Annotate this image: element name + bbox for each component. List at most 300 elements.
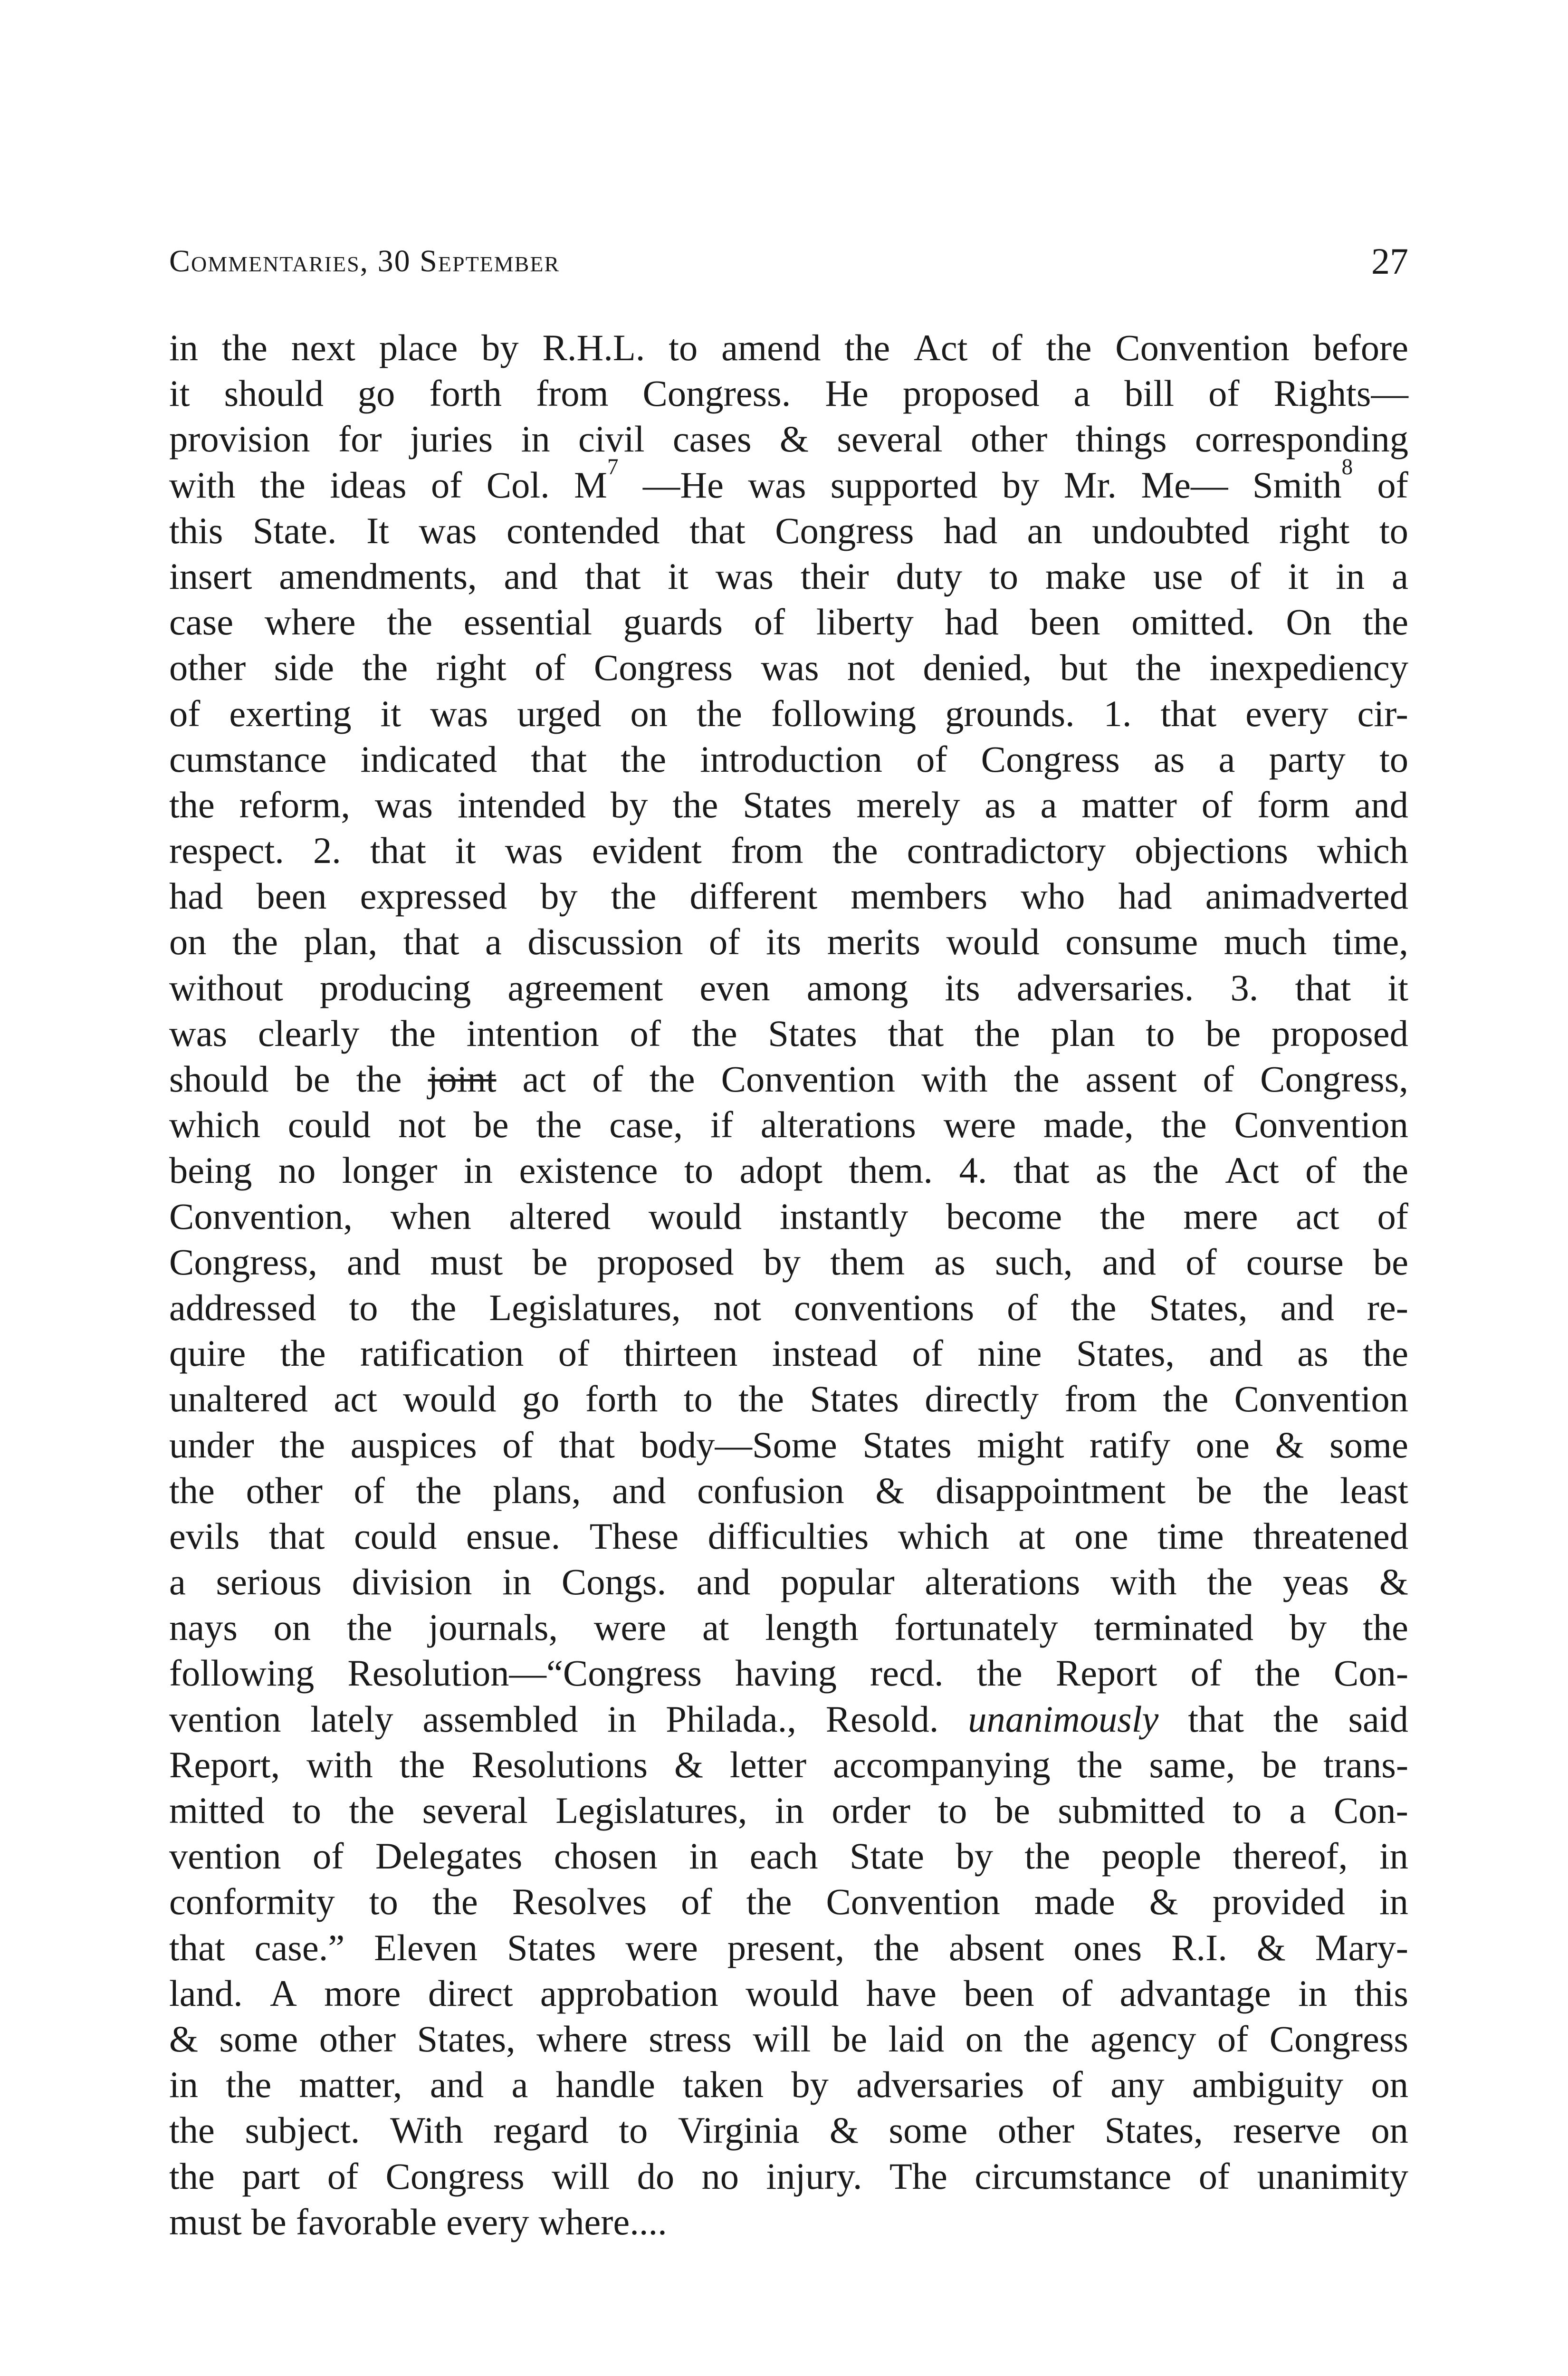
word-text: and: [504, 555, 558, 597]
word-text: amend: [721, 327, 821, 368]
word: [169, 1239, 317, 1285]
word-text: difficulties: [708, 1515, 869, 1557]
word: [1323, 1742, 1408, 1788]
word: [220, 2016, 298, 2062]
word-text: and: [430, 2064, 484, 2106]
word-text: of: [1007, 1286, 1038, 1328]
word-text: with: [306, 1744, 373, 1785]
word: [517, 691, 601, 737]
word-text: On: [1286, 601, 1332, 643]
word-text: as: [1297, 1332, 1329, 1374]
word: [966, 2016, 1003, 2062]
word: [1209, 645, 1408, 690]
word-text: Congress: [775, 509, 914, 551]
word: [1231, 965, 1259, 1011]
word: [594, 645, 733, 690]
word-text: of: [1217, 2018, 1249, 2060]
word-text: to: [349, 1286, 378, 1328]
word-text: on: [630, 692, 668, 734]
word-text: and: [1209, 1332, 1263, 1374]
word: [366, 508, 389, 554]
word: [856, 2062, 1024, 2108]
word: [998, 2108, 1074, 2153]
word: [666, 1696, 796, 1742]
word: [750, 1833, 818, 1879]
page-number: 27: [1371, 240, 1408, 282]
word-text: to: [1146, 1012, 1175, 1054]
word-text: some: [1329, 1424, 1408, 1466]
word-text: Mr.: [1063, 464, 1117, 506]
word: [1052, 2062, 1083, 2108]
word: [320, 965, 471, 1011]
word-text: the: [432, 1881, 478, 1923]
word-text: —He: [642, 464, 724, 506]
word: [631, 691, 668, 737]
word-text: fortunately: [894, 1607, 1058, 1648]
word: [1255, 1650, 1300, 1696]
word-text: be: [251, 2201, 287, 2242]
word: [493, 1468, 581, 1514]
word-text: ambiguity: [1192, 2064, 1344, 2106]
word: [857, 782, 960, 828]
word-text: juries: [410, 418, 493, 460]
word: [921, 1056, 988, 1102]
word-text: assembled: [422, 1698, 578, 1740]
text-line: [169, 737, 1408, 782]
word: [527, 919, 683, 965]
word: [1317, 828, 1408, 873]
word: [522, 1376, 560, 1422]
word-text: this: [1354, 1972, 1408, 2014]
text-line: [169, 691, 1408, 737]
word: [1064, 1376, 1137, 1422]
word: [398, 1102, 446, 1148]
word-text: to: [1233, 1790, 1262, 1831]
word: [274, 1605, 311, 1650]
word-text: thirteen: [623, 1332, 738, 1374]
word-text: Congress.: [642, 373, 791, 414]
word: [360, 737, 497, 782]
word: [1263, 1468, 1309, 1514]
word: [270, 1971, 297, 2016]
word-text: Resolutions: [471, 1744, 648, 1785]
word-text: a: [485, 921, 502, 963]
word-text: adversaries.: [1016, 967, 1194, 1008]
word: [1002, 462, 1040, 508]
word-text: longer: [342, 1150, 438, 1191]
word: [1233, 2108, 1341, 2153]
word: [866, 1971, 937, 2016]
word: [169, 1102, 260, 1148]
word-text: people: [1101, 1835, 1202, 1877]
word: [681, 1879, 712, 1925]
word-text: the: [672, 784, 718, 825]
word: [837, 416, 942, 462]
word-text: the: [974, 1012, 1020, 1054]
word-text: of: [1377, 464, 1408, 506]
word: [1064, 462, 1117, 508]
word: [1348, 1696, 1408, 1742]
word: [1379, 1879, 1408, 1925]
word-text: amendments,: [279, 555, 477, 597]
word: [1058, 1788, 1205, 1833]
word: [765, 1605, 858, 1650]
word: [169, 1559, 186, 1605]
word: [844, 325, 890, 371]
word-text: corresponding: [1195, 418, 1408, 460]
word: [169, 2154, 215, 2199]
word: [428, 1971, 513, 2016]
word-text: of: [681, 1881, 712, 1923]
word: [995, 1239, 1073, 1285]
word: [772, 1331, 878, 1376]
word: [740, 1148, 822, 1193]
word: [430, 1239, 503, 1285]
word: [334, 1376, 377, 1422]
word-text: that: [1188, 1698, 1244, 1740]
word: [971, 416, 1047, 462]
word-text: evident: [592, 830, 702, 872]
word: [649, 2016, 731, 2062]
word: [709, 919, 740, 965]
word: [612, 1468, 666, 1514]
word: [674, 1742, 703, 1788]
word: [400, 1742, 445, 1788]
word-text: under: [169, 1424, 254, 1466]
word: [1392, 554, 1408, 599]
word-text: of: [1061, 1972, 1093, 2014]
word: [775, 508, 914, 554]
word: [1209, 1331, 1262, 1376]
word: [169, 599, 233, 645]
word: [1017, 965, 1194, 1011]
word-text: been: [1030, 601, 1100, 643]
word-text: letter: [729, 1744, 807, 1785]
word-text: and: [347, 1241, 401, 1283]
word: [889, 2108, 968, 2153]
word-text: unaltered: [169, 1378, 308, 1420]
word: [535, 645, 565, 690]
text-line: [169, 1559, 1408, 1605]
word: [299, 2062, 402, 2108]
word: [850, 1833, 924, 1879]
word-text: States,: [1149, 1286, 1248, 1328]
word-text: of: [1186, 1241, 1217, 1283]
word-text: the: [221, 327, 268, 368]
word: [390, 2108, 463, 2153]
word: [1203, 1056, 1234, 1102]
word: [464, 1148, 493, 1193]
word-text: contradictory: [907, 830, 1106, 872]
word: [493, 2108, 588, 2153]
word: [169, 1468, 215, 1514]
word: [169, 1879, 335, 1925]
word: [391, 1194, 471, 1239]
word: [538, 2199, 667, 2245]
word: [446, 2199, 529, 2245]
word-text: States: [810, 1378, 899, 1420]
word-text: one: [1195, 1424, 1250, 1466]
word: [896, 554, 963, 599]
word: [255, 1925, 345, 1971]
word-text: in: [1379, 1835, 1408, 1877]
word: [169, 325, 198, 371]
word: [1120, 1971, 1271, 2016]
word-text: in: [774, 1790, 804, 1831]
word-text: of: [354, 1469, 385, 1511]
word: [1161, 1102, 1207, 1148]
word: [1363, 599, 1408, 645]
word-text: the: [349, 1790, 395, 1831]
word: [1104, 691, 1132, 737]
text-line: [169, 1331, 1408, 1376]
word: [630, 1011, 661, 1056]
word-text: the: [387, 601, 433, 643]
word-text: the: [536, 1104, 582, 1146]
word: [1192, 2062, 1343, 2108]
word: [1171, 1925, 1227, 1971]
word: [1115, 325, 1289, 371]
word: [338, 416, 382, 462]
word: [487, 462, 550, 508]
word: [279, 1422, 325, 1468]
word: [169, 645, 246, 690]
word-text: Report,: [169, 1744, 280, 1785]
word-text: the: [1207, 1561, 1253, 1603]
word-text: ratification: [360, 1332, 524, 1374]
word: [1045, 554, 1126, 599]
word-text: on: [273, 1607, 311, 1648]
word-text: 1.: [1103, 692, 1132, 734]
word-text: the: [844, 327, 890, 368]
word-text: assent: [1085, 1058, 1177, 1100]
word-text: on: [965, 2018, 1003, 2060]
word-text: Delegates: [375, 1835, 523, 1877]
word-text: members: [851, 875, 988, 917]
word-text: the: [649, 1058, 695, 1100]
word: [766, 919, 801, 965]
word: [702, 1605, 729, 1650]
word: [1233, 1788, 1262, 1833]
word: [754, 599, 785, 645]
word: [313, 1833, 344, 1879]
word: [684, 1376, 713, 1422]
word: [1086, 1056, 1177, 1102]
word: [239, 782, 350, 828]
word: [975, 2154, 1171, 2199]
word: [552, 2154, 610, 2199]
text-line: [169, 2199, 1408, 2245]
word: [748, 462, 806, 508]
text-line: [169, 554, 1408, 599]
word: [1154, 737, 1185, 782]
word: [265, 599, 356, 645]
word: [1233, 1833, 1348, 1879]
word-text: the: [874, 1926, 919, 1968]
word-text: this: [169, 509, 223, 551]
word-text: circumstance: [975, 2155, 1172, 2197]
word: [1379, 1559, 1408, 1605]
word: [851, 873, 987, 919]
word: [507, 1925, 596, 1971]
word: [1355, 782, 1408, 828]
word-text: R.H.L.: [542, 327, 645, 368]
word: [1379, 737, 1408, 782]
word: [914, 325, 967, 371]
word-text: of: [1198, 2155, 1230, 2197]
word-text: of: [430, 464, 462, 506]
word: [1305, 1148, 1336, 1193]
word-text: mere: [1183, 1195, 1258, 1237]
word-text: joint: [428, 1058, 497, 1100]
word-text: act: [1296, 1195, 1339, 1237]
word: [597, 1239, 734, 1285]
word: [521, 416, 550, 462]
word-text: journals,: [428, 1607, 558, 1648]
word-text: other: [246, 1469, 323, 1511]
word: [1149, 1742, 1235, 1788]
word-text: must: [430, 1241, 503, 1283]
word: [731, 828, 803, 873]
word: [466, 1514, 560, 1559]
word-text: without: [169, 967, 283, 1008]
word-text: when: [390, 1195, 471, 1237]
word: [169, 1833, 281, 1879]
word-text: intended: [457, 784, 586, 825]
word: [1213, 1879, 1345, 1925]
word-text: proposed: [597, 1241, 734, 1283]
word: [684, 1148, 713, 1193]
word: [1149, 1879, 1178, 1925]
word-text: which: [1317, 830, 1408, 872]
word-text: case,: [609, 1104, 683, 1146]
word: [753, 2016, 811, 2062]
word: [304, 919, 377, 965]
word-text: as: [985, 784, 1016, 825]
word-text: not: [847, 647, 895, 689]
word-text: a: [1040, 784, 1057, 825]
word-text: in: [502, 1561, 532, 1603]
word: [768, 1011, 857, 1056]
word: [832, 828, 878, 873]
word-text: States: [507, 1926, 596, 1968]
italic-word: [968, 1696, 1158, 1742]
word-text: been: [256, 875, 327, 917]
text-line: [169, 645, 1408, 690]
word: [436, 645, 507, 690]
word: [1355, 1971, 1408, 2016]
word-text: was: [715, 555, 774, 597]
word: [1046, 325, 1092, 371]
word-text: Congress: [1269, 2018, 1408, 2060]
word: [543, 325, 645, 371]
word-text: nays: [169, 1607, 238, 1648]
word-text: proposed: [902, 373, 1040, 414]
word-text: be: [1373, 1241, 1408, 1283]
word-text: &: [1379, 1561, 1408, 1603]
word: [830, 2108, 859, 2153]
word: [689, 1833, 718, 1879]
word: [169, 508, 223, 554]
word: [714, 1285, 761, 1331]
word-text: Convention: [1234, 1104, 1408, 1146]
word: [232, 919, 278, 965]
word: [1160, 691, 1216, 737]
word-text: of: [630, 1012, 661, 1054]
word-text: &: [875, 1469, 905, 1511]
word: [419, 508, 477, 554]
text-line: [169, 2108, 1408, 2153]
word-text: it: [455, 830, 476, 872]
word-text: the: [746, 1881, 792, 1923]
word: [771, 691, 916, 737]
word-text: State: [850, 1835, 924, 1877]
word: [169, 873, 223, 919]
word-text: guards: [623, 601, 723, 643]
word-text: go: [522, 1378, 560, 1420]
word: [169, 1742, 280, 1788]
word: [464, 599, 592, 645]
word-text: grounds.: [945, 692, 1075, 734]
word-text: by: [1289, 1607, 1327, 1648]
word-text: a: [1218, 738, 1235, 780]
word-text: following: [771, 692, 917, 734]
text-line: [169, 1285, 1408, 1331]
word: [1034, 1879, 1115, 1925]
word: [169, 2016, 198, 2062]
word-text: trans-: [1323, 1744, 1408, 1785]
word-text: Congress: [981, 738, 1120, 780]
word: [1018, 1514, 1045, 1559]
word-text: some: [219, 2018, 298, 2060]
text-line: [169, 1788, 1408, 1833]
word: [375, 1833, 522, 1879]
word: [1110, 1559, 1177, 1605]
word-text: States: [768, 1012, 857, 1054]
text-line: [169, 1650, 1408, 1696]
word-text: handle: [555, 2064, 655, 2106]
word-text: taken: [683, 2064, 764, 2106]
word: [1363, 1605, 1408, 1650]
word-text: were: [593, 1607, 667, 1648]
word-text: adopt: [739, 1150, 822, 1191]
word: [410, 416, 493, 462]
word: [1157, 1514, 1224, 1559]
word: [825, 371, 869, 416]
word: [925, 1559, 1080, 1605]
word-text: &: [674, 1744, 704, 1785]
word: [945, 691, 1075, 737]
word-text: State.: [252, 509, 337, 551]
word-text: merely: [856, 784, 960, 825]
word: [1100, 1194, 1146, 1239]
word-text: no: [701, 2155, 739, 2197]
word: [1135, 828, 1288, 873]
word: [1118, 873, 1172, 919]
word-text: producing: [319, 967, 471, 1008]
word: [710, 1102, 733, 1148]
word-text: proposed: [1272, 1012, 1408, 1054]
word-text: the: [1136, 647, 1182, 689]
word-text: intention: [466, 1012, 599, 1054]
word: [1217, 2016, 1248, 2062]
struck-word: [428, 1056, 497, 1102]
word: [678, 2108, 799, 2153]
word-text: case: [169, 601, 234, 643]
word-text: essential: [463, 601, 593, 643]
word: [246, 1468, 323, 1514]
word-text: &: [1275, 1424, 1304, 1466]
